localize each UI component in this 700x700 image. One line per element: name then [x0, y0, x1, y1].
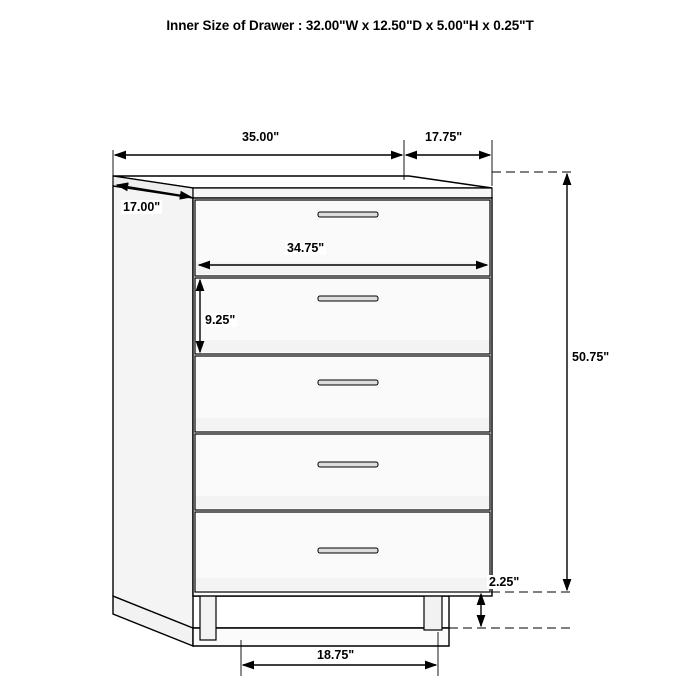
label-side-width: 17.75" [425, 130, 463, 144]
label-drawer-height: 9.25" [205, 313, 236, 327]
handle-4 [318, 462, 378, 467]
label-base-width: 18.75" [317, 648, 355, 662]
base-plinth-front [193, 628, 449, 646]
side-panel [113, 186, 193, 628]
label-drawer-width: 34.75" [287, 241, 325, 255]
label-leg-height: 2.25" [489, 575, 520, 589]
label-total-height: 50.75" [572, 350, 610, 364]
drawer-fronts [195, 200, 490, 592]
label-front-width: 35.00" [242, 130, 280, 144]
top-edge-front [193, 188, 492, 198]
handle-5 [318, 548, 378, 553]
handle-1 [318, 212, 378, 217]
label-depth-top: 17.00" [123, 200, 161, 214]
page-title: Inner Size of Drawer : 32.00"W x 12.50"D x 5.00"H x 0.25"T [166, 18, 534, 33]
handle-2 [318, 296, 378, 301]
leg-left [200, 592, 216, 640]
handle-3 [318, 380, 378, 385]
